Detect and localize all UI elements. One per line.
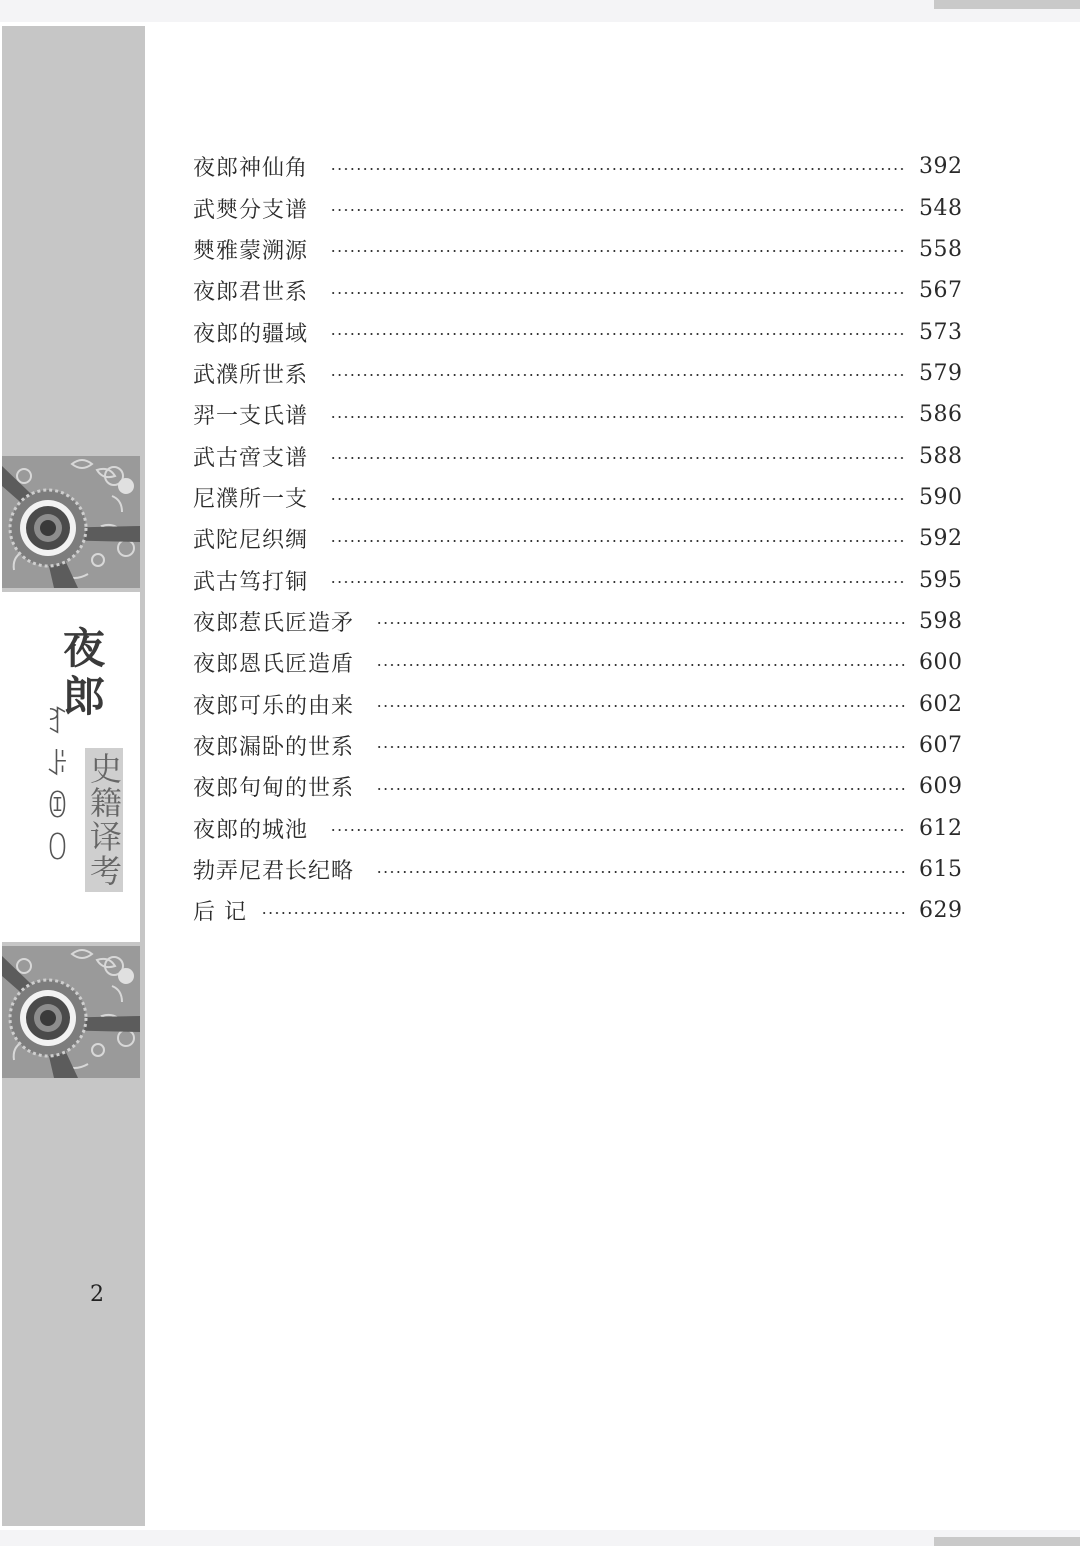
toc-entry-title: 夜郎句甸的世系 [193, 776, 355, 802]
toc-leader-dots [376, 664, 905, 666]
toc-entry[interactable] [193, 146, 963, 187]
page-edge-tab [934, 1537, 1080, 1546]
book-title-panel [2, 592, 140, 942]
toc-entry[interactable] [193, 229, 963, 270]
toc-entry-title: 武僰分支谱 [193, 197, 309, 223]
toc-leader-dots [330, 292, 905, 294]
toc-entry-page: 592 [919, 526, 963, 552]
toc-leader-dots [330, 498, 905, 500]
toc-entry[interactable] [193, 766, 963, 807]
toc-entry[interactable] [193, 849, 963, 890]
bronze-drum-icon [2, 456, 140, 588]
book-subtitle: 史籍译考 [85, 748, 123, 892]
toc-entry[interactable] [193, 808, 963, 849]
toc-leader-dots [330, 209, 905, 211]
toc-entry-title: 勃弄尼君长纪略 [193, 859, 355, 885]
toc-leader-dots [330, 457, 905, 459]
toc-entry-page: 595 [919, 567, 963, 593]
toc-entry-title: 武古啻支谱 [193, 445, 309, 471]
toc-entry-title: 夜郎可乐的由来 [193, 693, 355, 719]
toc-entry-title: 夜郎君世系 [193, 280, 309, 306]
toc-entry-title: 羿一支氏谱 [193, 404, 309, 430]
toc-leader-dots [376, 622, 905, 624]
toc-leader-dots [330, 416, 905, 418]
toc-entry[interactable] [193, 435, 963, 476]
toc-entry[interactable] [193, 890, 963, 931]
toc-entry[interactable] [193, 642, 963, 683]
toc-entry-page: 392 [919, 154, 963, 180]
toc-entry-title: 夜郎神仙角 [193, 156, 309, 182]
toc-entry-title: 武陀尼织绸 [193, 528, 309, 554]
bronze-drum-ornament [2, 456, 140, 588]
toc-entry-title: 僰雅蒙溯源 [193, 238, 309, 264]
toc-entry-title: 夜郎漏卧的世系 [193, 734, 355, 760]
toc-entry-page: 586 [919, 402, 963, 428]
toc-leader-dots [330, 540, 905, 542]
toc-entry-page: 590 [919, 484, 963, 510]
toc-leader-dots [330, 168, 905, 170]
toc-entry[interactable] [193, 559, 963, 600]
toc-entry-title: 夜郎恩氏匠造盾 [193, 652, 355, 678]
book-title-yi-script: ꆈꌠꀧꄲ [38, 702, 73, 870]
toc-entry[interactable] [193, 353, 963, 394]
toc-entry[interactable] [193, 518, 963, 559]
toc-entry-page: 558 [919, 236, 963, 262]
toc-entry-page: 607 [919, 732, 963, 758]
toc-entry-page: 600 [919, 650, 963, 676]
toc-entry-page: 573 [919, 319, 963, 345]
toc-leader-dots [376, 705, 905, 707]
toc-entry[interactable] [193, 311, 963, 352]
toc-entry-page: 612 [919, 815, 963, 841]
toc-entry[interactable] [193, 601, 963, 642]
toc-entry-title: 后 记 [193, 900, 247, 926]
toc-entry-page: 588 [919, 443, 963, 469]
toc-entry[interactable] [193, 477, 963, 518]
table-of-contents [193, 146, 963, 932]
toc-entry-title: 夜郎的疆域 [193, 321, 309, 347]
bronze-drum-ornament [2, 946, 140, 1078]
toc-entry[interactable] [193, 187, 963, 228]
toc-leader-dots [330, 250, 905, 252]
toc-leader-dots [330, 374, 905, 376]
toc-entry[interactable] [193, 394, 963, 435]
toc-entry-page: 548 [919, 195, 963, 221]
toc-leader-dots [330, 829, 905, 831]
toc-entry-title: 武古笃打铜 [193, 569, 309, 595]
page-number: 2 [90, 1282, 104, 1307]
bronze-drum-icon [2, 946, 140, 1078]
toc-entry-page: 615 [919, 857, 963, 883]
toc-entry-page: 567 [919, 278, 963, 304]
toc-entry-page: 629 [919, 898, 963, 924]
toc-leader-dots [261, 912, 905, 914]
toc-entry-title: 武濮所世系 [193, 362, 309, 388]
toc-leader-dots [330, 333, 905, 335]
toc-entry-page: 602 [919, 691, 963, 717]
toc-entry-page: 598 [919, 608, 963, 634]
book-title: 夜郎 [57, 626, 106, 722]
toc-entry-title: 夜郎惹氏匠造矛 [193, 610, 355, 636]
toc-entry-title: 尼濮所一支 [193, 486, 309, 512]
toc-entry[interactable] [193, 683, 963, 724]
toc-leader-dots [330, 581, 905, 583]
toc-entry[interactable] [193, 270, 963, 311]
toc-entry-page: 579 [919, 360, 963, 386]
toc-leader-dots [376, 788, 905, 790]
page-edge-tab [934, 0, 1080, 9]
toc-leader-dots [376, 746, 905, 748]
toc-entry-page: 609 [919, 774, 963, 800]
toc-entry-title: 夜郎的城池 [193, 817, 309, 843]
toc-entry[interactable] [193, 725, 963, 766]
toc-leader-dots [376, 871, 905, 873]
